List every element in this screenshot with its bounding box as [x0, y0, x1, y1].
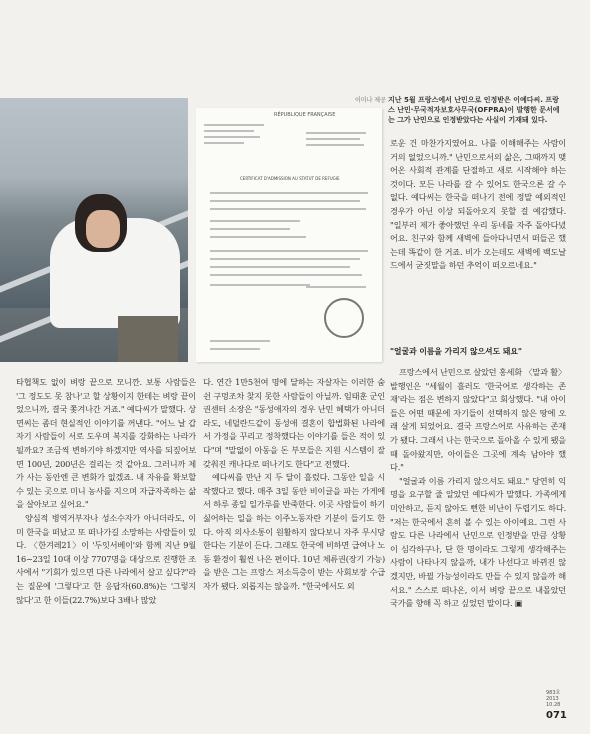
paragraph: 타협책도 없이 벼랑 끝으로 모니깐. 보통 사람들은 '그 정도도 못 참나'고 할 상황이지 한테는 벼랑 끝이었으니까, 결국 쫓겨나간 거죠." 예다씨가 말했다. 상면씨는 좀더 현실적인 이야기를 꺼낸다. "어느 날 갑자기 사람들이 서로 도우며 복지를 강화하는 나라가 될까요? 조금씩 변하기야 하겠지만 역사를 되짚어보면 100년, 200년은 걸리는 것 같아요. 그러니까 제가 사는 동안엔 큰 변화가 없겠죠. 내 자유를 확보할 수 있는 곳으로 미니 농사를 지으며 자급자족하는 삶을 살아보고 싶어요." — [16, 377, 196, 510]
doc-line — [210, 340, 270, 342]
refugee-certificate-image — [196, 108, 382, 362]
doc-line — [210, 208, 366, 210]
article-column-2 — [203, 376, 385, 716]
article-column-3-top — [390, 137, 566, 347]
certificate-header: RÉPUBLIQUE FRANÇAISE — [274, 112, 336, 118]
article-column-3-bottom — [390, 366, 566, 696]
issue-date: 10.28 — [546, 702, 561, 708]
paragraph: 예다씨를 만난 지 두 달이 흘렀다. 그동안 일을 시작했다고 했다. 매주 3일 동안 비이글을 파는 가게에서 하루 종일 일가루를 반죽한다. 이곳 사람들이 하기 싫어하는 일을 하는 이주노동자란 기분이 들기도 한다. 아직 의사소통이 원활하지 않다보니 자주 무시당한다는 기분이 든다. 그래도 한국에 비하면 급여나 노동 환경이 훨씬 나은 편이다. 10년 체류권(장기 가능)을 받은 그는 프랑스 저소득층이 받는 사회보장 수급자가 됐다. 외롭지는 않을까. "한국에서도 외 — [203, 472, 385, 591]
doc-line — [306, 144, 364, 146]
refugee-photo — [0, 98, 188, 362]
person-pants — [118, 316, 178, 362]
doc-line — [204, 136, 260, 138]
doc-line — [210, 200, 360, 202]
issue-number: 983호 — [546, 690, 561, 696]
certificate-title: CERTIFICAT D'ADMISSION AU STATUT DE REFUGIE — [240, 176, 340, 181]
official-seal — [324, 298, 364, 338]
doc-line — [210, 258, 360, 260]
doc-line — [204, 124, 264, 126]
paragraph: 다. 연간 1만5천여 명에 달하는 자살자는 이러한 숨쉰 구멍조차 찾지 못한 사람들이 아닐까. 임태훈 군인권센터 소장은 "동성애자의 경우 난민 혜택가 아니더라도, 네덜란드같이 동성애 결혼이 합법화된 나라에서 가정을 꾸리고 정착했다는 이야기를 들은 적이 있다"며 "말없이 아동을 돈 부모들은 지원 시스템이 잘 갖춰진 캐나다로 떠나기도 한다"고 전했다. — [203, 377, 385, 469]
doc-line — [210, 220, 300, 222]
paragraph: 양심적 병역거부자나 성소수자가 아니더라도, 이미 한국을 떠났고 또 떠나가길 소망하는 사람들이 있다. 〈한겨레21〉이 '두잇서베이'와 함께 지난 9월16~23일 10대 이상 7707명을 대상으로 진행한 조사에서 "기회가 있으면 다른 나라에서 살고 싶다?"라는 질문에 '그렇다'고 한 응답자(60.8%)는 '그렇지 않다'고 한 이들(22.7%)보다 3배나 많았 — [16, 512, 196, 605]
paragraph: 프랑스에서 난민으로 살았던 홍세화 〈말과 활〉 발행인은 "세월이 흘러도 '한국어로 생각하는 존재'라는 점은 변하지 않았다"고 회상했다. "내 아이들은 어떤 때문에 자기들이 선택하지 않은 땅에 오래 살게 되었어요. 결국 프랑스어로 사유하는 존재가 됐다. 그래서 나는 한국으로 돌아올 수 있게 됐을 때 돌아왔지만, 아이들은 그곳에 계속 남아야 했다." — [390, 367, 566, 473]
doc-line — [204, 130, 254, 132]
doc-line — [210, 250, 368, 252]
doc-line — [210, 284, 310, 286]
person-face — [86, 210, 120, 248]
photo-credit: 이미나 제공 — [355, 97, 386, 104]
doc-line — [210, 236, 306, 238]
page-number: 071 — [546, 710, 567, 721]
doc-line — [210, 192, 368, 194]
section-subheading: "얼굴과 이름을 가리지 않으셔도 돼요" — [390, 347, 522, 356]
doc-line — [306, 138, 360, 140]
doc-line — [210, 266, 350, 268]
paragraph: 로운 건 마찬가지였어요. 나를 이해해주는 사람이 거의 없었으니까." 난민으로서의 삶은, 그때까지 맺어온 사회적 관계를 단절하고 새로 시작해야 하는 것이다. 모든 나라를 갈 수 있어도 한국으론 갈 수 없다. 예다씨는 한국을 떠나기 전에 정말 예외적인 경우가 아닌 이상 되돌아오지 못할 걸 예감했다. "일부러 제가 좋아했던 우리 동네를 자주 돌아다녔어요. 친구와 함께 새벽에 들아다니면서 떠들곤 했는데 똑같이 한 거죠. 비가 오는데도 새벽에 백도날드에서 굳짓말을 하던 추억이 떠오르네요." — [390, 138, 566, 271]
article-column-1 — [16, 376, 196, 716]
issue-info — [546, 690, 560, 708]
paragraph: "얼굴과 이름 가리지 않으셔도 돼요." 당연히 익명을 요구할 줄 알았던 예다씨가 말했다. 가족에게 미안하고, 듣지 않아도 뻔한 비난이 두렵기도 하다. "저는 한국에서 흔히 볼 수 있는 아이예요. 그런 사람도 다른 나라에서 난민으로 인정받을 만큼 상황이 심각하구나, 단 한 명이라도 그렇게 생각해주는 사람이 나타나지 않을까, 내가 나선다고 바뀌진 않겠지만, 바뀔 가능성이라도 만들 수 있지 않을까 해서요." 스스로 떠나온, 이서 벼랑 끝으로 내몰았던 국가를 향해 꼭 하고 싶었던 말이다. ▣ — [390, 475, 566, 609]
doc-line — [204, 142, 244, 144]
doc-line — [306, 286, 366, 288]
doc-line — [210, 274, 362, 276]
photo-caption: 지난 5월 프랑스에서 난민으로 인정받은 이예다씨. 프랑스 난민·무국적자보호사무국(OFPRA)이 발행한 문서에는 그가 난민으로 인정받았다는 사실이 기재돼 있다. — [388, 96, 560, 124]
doc-line — [306, 132, 366, 134]
doc-line — [210, 228, 290, 230]
issue-year: 2013 — [546, 696, 559, 702]
doc-line — [210, 348, 260, 350]
